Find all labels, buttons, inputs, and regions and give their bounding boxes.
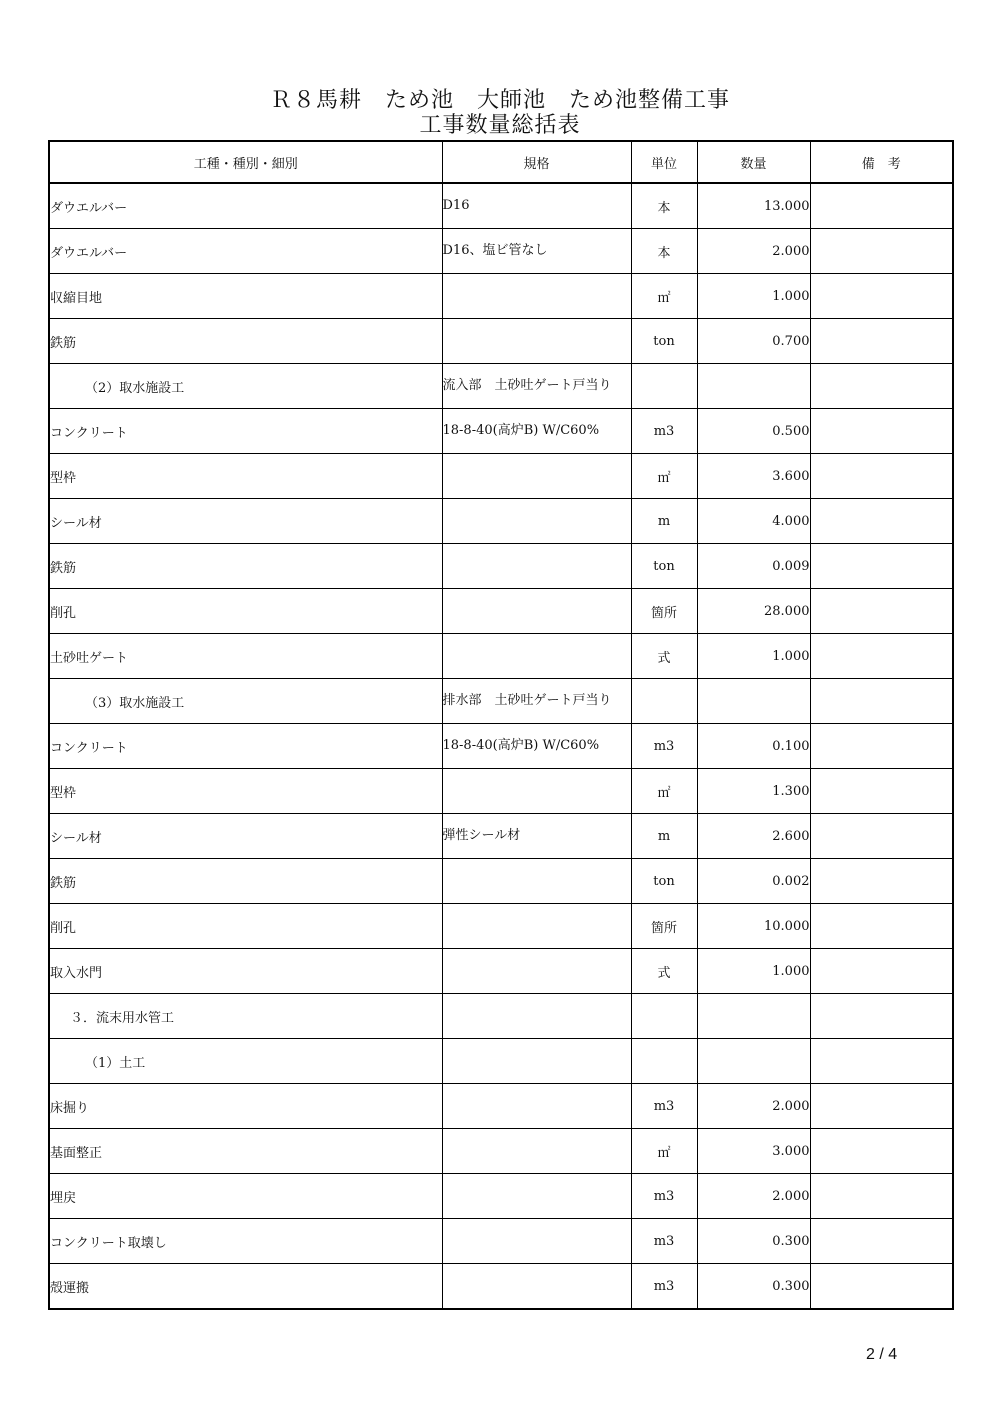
item-name-cell: （2）取水施設工 bbox=[49, 364, 442, 409]
spec-cell: D16、塩ビ管なし bbox=[442, 229, 631, 274]
unit-cell bbox=[631, 679, 697, 724]
quantity-cell: 28.000 bbox=[697, 589, 810, 634]
quantity-cell bbox=[697, 994, 810, 1039]
note-cell bbox=[810, 499, 953, 544]
unit-cell: 式 bbox=[631, 634, 697, 679]
item-name-cell: ダウエルバー bbox=[49, 183, 442, 229]
unit-cell: m3 bbox=[631, 1264, 697, 1310]
table-row bbox=[49, 1174, 953, 1219]
table-row bbox=[49, 814, 953, 859]
note-cell bbox=[810, 319, 953, 364]
item-name-cell: 鉄筋 bbox=[49, 859, 442, 904]
quantity-summary-table bbox=[48, 140, 954, 1310]
item-name-cell: 殻運搬 bbox=[49, 1264, 442, 1310]
table-row bbox=[49, 1129, 953, 1174]
table-row bbox=[49, 904, 953, 949]
quantity-cell: 0.300 bbox=[697, 1219, 810, 1264]
quantity-cell: 0.100 bbox=[697, 724, 810, 769]
spec-cell bbox=[442, 1264, 631, 1310]
table-row bbox=[49, 724, 953, 769]
item-name-cell: 床掘り bbox=[49, 1084, 442, 1129]
table-body bbox=[49, 183, 953, 1309]
quantity-cell: 1.000 bbox=[697, 949, 810, 994]
document-title: Ｒ８馬耕 ため池 大師池 ため池整備工事 bbox=[269, 88, 730, 113]
note-cell bbox=[810, 1084, 953, 1129]
unit-cell: m bbox=[631, 814, 697, 859]
item-name-cell: 削孔 bbox=[49, 589, 442, 634]
table-row bbox=[49, 499, 953, 544]
unit-cell: m bbox=[631, 499, 697, 544]
table-row bbox=[49, 679, 953, 724]
unit-cell: 本 bbox=[631, 183, 697, 229]
note-cell bbox=[810, 1174, 953, 1219]
item-name-cell: 埋戻 bbox=[49, 1174, 442, 1219]
note-cell bbox=[810, 904, 953, 949]
note-cell bbox=[810, 994, 953, 1039]
table-row bbox=[49, 1219, 953, 1264]
quantity-cell: 2.000 bbox=[697, 1174, 810, 1219]
table-row bbox=[49, 949, 953, 994]
note-cell bbox=[810, 409, 953, 454]
unit-cell: m3 bbox=[631, 1084, 697, 1129]
spec-cell bbox=[442, 859, 631, 904]
spec-cell bbox=[442, 1084, 631, 1129]
item-name-cell: 削孔 bbox=[49, 904, 442, 949]
table-row bbox=[49, 994, 953, 1039]
note-cell bbox=[810, 814, 953, 859]
spec-cell bbox=[442, 1039, 631, 1084]
note-cell bbox=[810, 1129, 953, 1174]
item-name-cell: 土砂吐ゲート bbox=[49, 634, 442, 679]
item-name-cell: ３．流末用水管工 bbox=[49, 994, 442, 1039]
unit-cell: ton bbox=[631, 859, 697, 904]
note-cell bbox=[810, 274, 953, 319]
item-name-cell: コンクリート取壊し bbox=[49, 1219, 442, 1264]
item-name-cell: 型枠 bbox=[49, 769, 442, 814]
note-cell bbox=[810, 229, 953, 274]
quantity-cell: 13.000 bbox=[697, 183, 810, 229]
note-cell bbox=[810, 364, 953, 409]
unit-cell: 箇所 bbox=[631, 904, 697, 949]
quantity-cell: 3.600 bbox=[697, 454, 810, 499]
spec-cell: D16 bbox=[442, 183, 631, 229]
item-name-cell: シール材 bbox=[49, 814, 442, 859]
spec-cell: 流入部 土砂吐ゲート戸当り bbox=[442, 364, 631, 409]
note-cell bbox=[810, 183, 953, 229]
quantity-cell: 1.000 bbox=[697, 634, 810, 679]
spec-cell: 18-8-40(高炉B) W/C60% bbox=[442, 724, 631, 769]
spec-cell bbox=[442, 994, 631, 1039]
spec-cell bbox=[442, 454, 631, 499]
spec-cell bbox=[442, 544, 631, 589]
unit-cell bbox=[631, 364, 697, 409]
spec-cell bbox=[442, 274, 631, 319]
item-name-cell: 基面整正 bbox=[49, 1129, 442, 1174]
quantity-cell: 2.000 bbox=[697, 1084, 810, 1129]
header-spec: 規格 bbox=[442, 141, 631, 183]
note-cell bbox=[810, 1219, 953, 1264]
table-row bbox=[49, 1264, 953, 1310]
unit-cell: ㎡ bbox=[631, 769, 697, 814]
table-row bbox=[49, 409, 953, 454]
table-row bbox=[49, 183, 953, 229]
table-header bbox=[49, 141, 953, 183]
page-number: 2 / 4 bbox=[866, 1346, 898, 1363]
note-cell bbox=[810, 679, 953, 724]
header-row bbox=[49, 141, 953, 183]
unit-cell: m3 bbox=[631, 724, 697, 769]
unit-cell: m3 bbox=[631, 1219, 697, 1264]
spec-cell bbox=[442, 1129, 631, 1174]
item-name-cell: 収縮目地 bbox=[49, 274, 442, 319]
unit-cell: 式 bbox=[631, 949, 697, 994]
quantity-cell: 0.009 bbox=[697, 544, 810, 589]
header-note: 備 考 bbox=[810, 141, 953, 183]
note-cell bbox=[810, 859, 953, 904]
header-quantity: 数量 bbox=[697, 141, 810, 183]
table-row bbox=[49, 1084, 953, 1129]
spec-cell: 18-8-40(高炉B) W/C60% bbox=[442, 409, 631, 454]
spec-cell bbox=[442, 769, 631, 814]
item-name-cell: コンクリート bbox=[49, 724, 442, 769]
item-name-cell: ダウエルバー bbox=[49, 229, 442, 274]
quantity-cell bbox=[697, 679, 810, 724]
quantity-cell: 2.600 bbox=[697, 814, 810, 859]
note-cell bbox=[810, 949, 953, 994]
unit-cell: m3 bbox=[631, 409, 697, 454]
table-row bbox=[49, 274, 953, 319]
quantity-cell: 3.000 bbox=[697, 1129, 810, 1174]
table-row bbox=[49, 1039, 953, 1084]
table-row bbox=[49, 229, 953, 274]
quantity-cell: 10.000 bbox=[697, 904, 810, 949]
quantity-cell: 0.700 bbox=[697, 319, 810, 364]
note-cell bbox=[810, 634, 953, 679]
unit-cell: ㎡ bbox=[631, 274, 697, 319]
unit-cell: ton bbox=[631, 319, 697, 364]
spec-cell bbox=[442, 634, 631, 679]
unit-cell: ton bbox=[631, 544, 697, 589]
item-name-cell: 取入水門 bbox=[49, 949, 442, 994]
spec-cell bbox=[442, 1219, 631, 1264]
item-name-cell: （1）土工 bbox=[49, 1039, 442, 1084]
header-unit: 単位 bbox=[631, 141, 697, 183]
quantity-cell: 4.000 bbox=[697, 499, 810, 544]
header-item: 工種・種別・細別 bbox=[49, 141, 442, 183]
quantity-cell: 0.002 bbox=[697, 859, 810, 904]
item-name-cell: （3）取水施設工 bbox=[49, 679, 442, 724]
unit-cell: 本 bbox=[631, 229, 697, 274]
note-cell bbox=[810, 1039, 953, 1084]
item-name-cell: 鉄筋 bbox=[49, 544, 442, 589]
unit-cell: m3 bbox=[631, 1174, 697, 1219]
spec-cell bbox=[442, 949, 631, 994]
unit-cell: 箇所 bbox=[631, 589, 697, 634]
table-row bbox=[49, 319, 953, 364]
quantity-cell bbox=[697, 1039, 810, 1084]
table-row bbox=[49, 364, 953, 409]
table-row bbox=[49, 859, 953, 904]
table-row bbox=[49, 454, 953, 499]
spec-cell bbox=[442, 1174, 631, 1219]
spec-cell: 弾性シール材 bbox=[442, 814, 631, 859]
spec-cell: 排水部 土砂吐ゲート戸当り bbox=[442, 679, 631, 724]
unit-cell: ㎡ bbox=[631, 1129, 697, 1174]
quantity-cell: 1.300 bbox=[697, 769, 810, 814]
spec-cell bbox=[442, 904, 631, 949]
table-row bbox=[49, 544, 953, 589]
quantity-cell: 2.000 bbox=[697, 229, 810, 274]
quantity-cell bbox=[697, 364, 810, 409]
document-subtitle: 工事数量総括表 bbox=[419, 113, 581, 138]
table-row bbox=[49, 589, 953, 634]
note-cell bbox=[810, 454, 953, 499]
note-cell bbox=[810, 1264, 953, 1310]
table-row bbox=[49, 769, 953, 814]
table-row bbox=[49, 634, 953, 679]
note-cell bbox=[810, 544, 953, 589]
item-name-cell: コンクリート bbox=[49, 409, 442, 454]
spec-cell bbox=[442, 589, 631, 634]
unit-cell bbox=[631, 994, 697, 1039]
quantity-cell: 0.500 bbox=[697, 409, 810, 454]
spec-cell bbox=[442, 499, 631, 544]
item-name-cell: シール材 bbox=[49, 499, 442, 544]
note-cell bbox=[810, 769, 953, 814]
item-name-cell: 型枠 bbox=[49, 454, 442, 499]
unit-cell: ㎡ bbox=[631, 454, 697, 499]
note-cell bbox=[810, 589, 953, 634]
item-name-cell: 鉄筋 bbox=[49, 319, 442, 364]
unit-cell bbox=[631, 1039, 697, 1084]
quantity-cell: 0.300 bbox=[697, 1264, 810, 1310]
quantity-cell: 1.000 bbox=[697, 274, 810, 319]
note-cell bbox=[810, 724, 953, 769]
spec-cell bbox=[442, 319, 631, 364]
